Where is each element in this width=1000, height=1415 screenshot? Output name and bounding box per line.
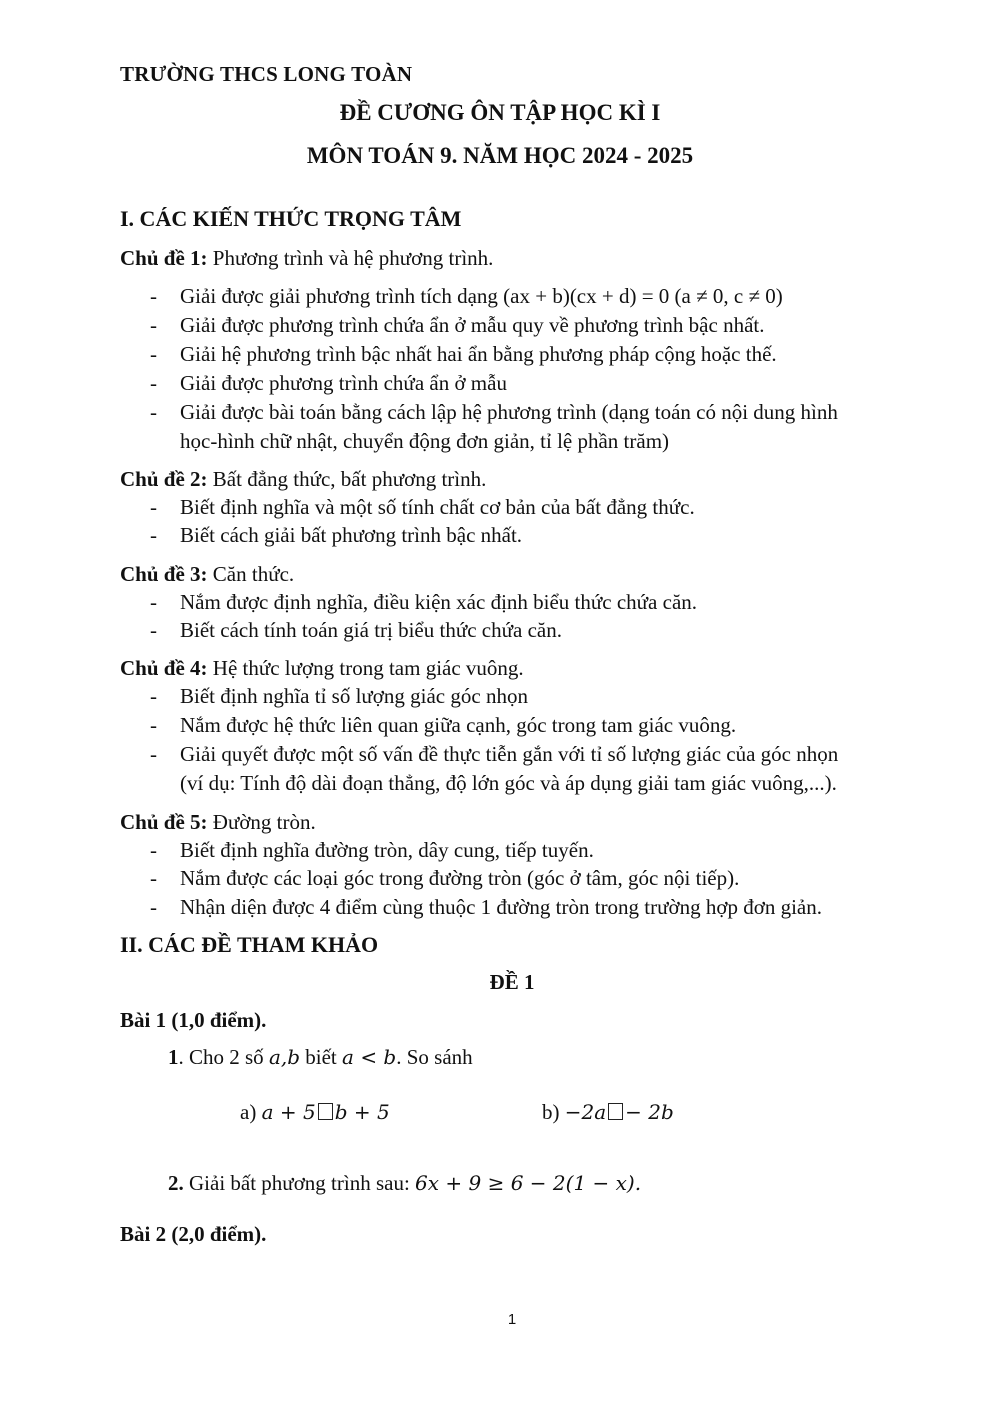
topic-label: Chủ đề 3: bbox=[120, 562, 208, 586]
topic-label: Chủ đề 2: bbox=[120, 467, 208, 491]
list-item: - Giải hệ phương trình bậc nhất hai ẩn bằng phương pháp cộng hoặc thế. bbox=[150, 342, 777, 366]
list-item-continuation: học-hình chữ nhật, chuyển động đơn giản, tỉ lệ phần trăm) bbox=[180, 429, 670, 453]
list-item: - Nắm được hệ thức liên quan giữa cạnh, góc trong tam giác vuông. bbox=[150, 713, 737, 737]
question-number: 2. bbox=[168, 1171, 184, 1195]
topic-label: Chủ đề 5: bbox=[120, 810, 208, 834]
exercise-1-question-1: 1. Cho 2 số a,b biết a < b. So sánh bbox=[168, 1045, 473, 1069]
topic-title: Đường tròn. bbox=[212, 810, 316, 834]
math-condition: a < b bbox=[342, 1045, 397, 1069]
list-item: - Biết định nghĩa và một số tính chất cơ bản của bất đẳng thức. bbox=[150, 495, 695, 519]
list-item: - Giải được phương trình chứa ẩn ở mẫu bbox=[150, 371, 507, 395]
list-item: - Giải được phương trình chứa ẩn ở mẫu quy về phương trình bậc nhất. bbox=[150, 313, 765, 337]
exercise-1-question-2: 2. Giải bất phương trình sau: 6x + 9 ≥ 6 − 2(1 − x). bbox=[168, 1171, 642, 1195]
exercise-2-heading: Bài 2 (2,0 điểm). bbox=[120, 1222, 267, 1246]
topic-3-heading bbox=[120, 562, 294, 587]
question-number: 1 bbox=[168, 1045, 179, 1069]
blank-box-icon bbox=[318, 1103, 333, 1120]
part-a: a) a + 5 b + 5 bbox=[240, 1100, 390, 1124]
topic-label: Chủ đề 4: bbox=[120, 656, 208, 680]
topic-title: Bất đẳng thức, bất phương trình. bbox=[212, 467, 487, 491]
list-item: - Biết định nghĩa tỉ số lượng giác góc nhọn bbox=[150, 684, 528, 708]
topic-title: Căn thức. bbox=[212, 562, 295, 586]
math-vars: a,b bbox=[268, 1045, 301, 1069]
topic-title: Hệ thức lượng trong tam giác vuông. bbox=[212, 656, 524, 680]
section-heading-1: I. CÁC KIẾN THỨC TRỌNG TÂM bbox=[120, 206, 462, 231]
part-label: b) bbox=[542, 1100, 560, 1124]
list-item: - Biết cách giải bất phương trình bậc nhất. bbox=[150, 523, 523, 547]
section-heading-2: II. CÁC ĐỀ THAM KHẢO bbox=[120, 932, 379, 957]
list-item: - Nắm được các loại góc trong đường tròn (góc ở tâm, góc nội tiếp). bbox=[150, 866, 740, 890]
list-item-continuation: (ví dụ: Tính độ dài đoạn thẳng, độ lớn góc và áp dụng giải tam giác vuông,...). bbox=[180, 771, 837, 795]
topic-title: Phương trình và hệ phương trình. bbox=[212, 246, 494, 270]
school-name: TRƯỜNG THCS LONG TOÀN bbox=[120, 62, 413, 86]
doc-title: ĐỀ CƯƠNG ÔN TẬP HỌC KÌ I bbox=[339, 100, 661, 125]
exercise-1-heading: Bài 1 (1,0 điểm). bbox=[120, 1008, 267, 1032]
list-item: - Nhận diện được 4 điểm cùng thuộc 1 đường tròn trong trường hợp đơn giản. bbox=[150, 895, 822, 919]
list-item: - Giải được bài toán bằng cách lập hệ phương trình (dạng toán có nội dung hình bbox=[150, 400, 838, 424]
list-item: - Biết cách tính toán giá trị biểu thức chứa căn. bbox=[150, 618, 562, 642]
list-item: - Biết định nghĩa đường tròn, dây cung, tiếp tuyến. bbox=[150, 838, 594, 862]
list-item: - Giải quyết được một số vấn đề thực tiễn gắn với tỉ số lượng giác của góc nhọn bbox=[150, 742, 839, 766]
exam-title: ĐỀ 1 bbox=[489, 970, 535, 994]
topic-4-heading bbox=[120, 656, 524, 681]
blank-box-icon bbox=[608, 1103, 623, 1120]
part-b: b) −2a − 2b bbox=[542, 1100, 674, 1124]
inequality: 6x + 9 ≥ 6 − 2(1 − x). bbox=[415, 1171, 642, 1195]
page-number: 1 bbox=[507, 1311, 517, 1328]
list-item: - Giải được giải phương trình tích dạng (ax + b)(cx + d) = 0 (a ≠ 0, c ≠ 0) bbox=[150, 284, 783, 308]
list-item: - Nắm được định nghĩa, điều kiện xác định biểu thức chứa căn. bbox=[150, 590, 698, 614]
part-label: a) bbox=[240, 1100, 257, 1124]
topic-2-heading bbox=[120, 467, 486, 492]
doc-subtitle: MÔN TOÁN 9. NĂM HỌC 2024 - 2025 bbox=[306, 143, 694, 168]
topic-5-heading bbox=[120, 810, 316, 835]
topic-1-heading bbox=[120, 246, 493, 271]
topic-label: Chủ đề 1: bbox=[120, 246, 208, 270]
